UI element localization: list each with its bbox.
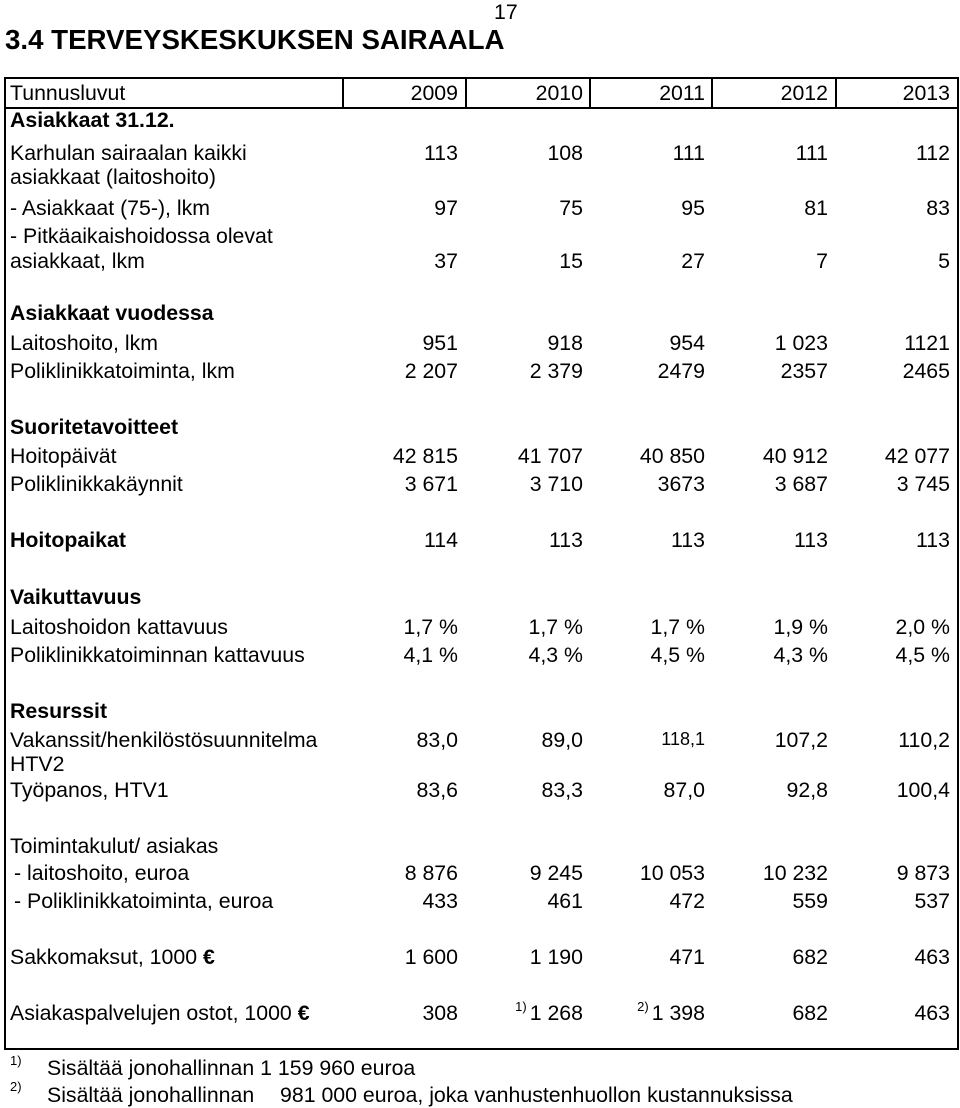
value-2013: 2,0 %	[895, 615, 950, 639]
euro-unit: €	[202, 945, 215, 969]
value-2012: 1 023	[774, 331, 828, 355]
footnote-ref: 1)	[515, 999, 527, 1014]
table-row	[0, 859, 960, 887]
value-2011: 2479	[657, 359, 705, 383]
row-label	[10, 141, 247, 189]
value-2012: 107,2	[774, 728, 828, 752]
table-row	[0, 999, 960, 1027]
row-label: Poliklinikkakäynnit	[10, 472, 183, 496]
value-2010: 4,3 %	[528, 643, 583, 667]
value-2012: 1,9 %	[773, 615, 828, 639]
row-label	[10, 728, 317, 776]
value-2010: 3 710	[529, 472, 583, 496]
value-2009: 83,0	[416, 728, 458, 752]
table-row	[0, 357, 960, 385]
value-2012: 10 232	[762, 861, 828, 885]
value-2013: 110,2	[898, 728, 950, 752]
value-2010: 1 190	[529, 945, 583, 969]
value-2013: 9 873	[896, 861, 950, 885]
value-2011: 111	[672, 141, 705, 165]
row-label: Laitoshoito, lkm	[10, 331, 158, 355]
subsection-heading: Toimintakulut/ asiakas	[10, 834, 219, 858]
value-2010	[463, 999, 583, 1030]
value-2009: 83,6	[416, 778, 458, 802]
row-label-text: Sakkomaksut, 1000	[10, 945, 198, 969]
table-row	[0, 776, 960, 804]
section-heading: Suoritetavoitteet	[10, 415, 179, 439]
section-heading: Asiakkaat vuodessa	[10, 301, 214, 325]
value-2011: 113	[671, 528, 705, 552]
value-2012: 92,8	[786, 778, 828, 802]
value-2011: 3673	[657, 472, 705, 496]
value-2012: 2357	[780, 359, 828, 383]
section-row	[0, 106, 960, 134]
value-text: 1 268	[529, 1001, 583, 1025]
value-2011: 40 850	[639, 444, 705, 468]
value-2011: 10 053	[639, 861, 705, 885]
value-2012: 682	[792, 945, 828, 969]
value-2010: 108	[547, 141, 583, 165]
table-row	[0, 470, 960, 498]
value-2011: 95	[681, 196, 705, 220]
value-2010: 918	[547, 331, 583, 355]
value-2012: 111	[795, 141, 828, 165]
euro-unit: €	[297, 1001, 310, 1025]
value-2013: 463	[914, 945, 950, 969]
table-row	[0, 943, 960, 971]
header-year: 2009	[410, 81, 458, 105]
value-2010: 113	[549, 528, 583, 552]
value-2009: 1,7 %	[403, 615, 458, 639]
table-row	[0, 194, 960, 222]
value-2012: 7	[816, 249, 828, 273]
row-label-line: asiakkaat, lkm	[10, 249, 145, 273]
header-label: Tunnusluvut	[10, 81, 126, 105]
value-2011: 954	[669, 331, 705, 355]
value-2010: 461	[547, 889, 583, 913]
row-label: Työpanos, HTV1	[10, 778, 169, 802]
value-2010: 83,3	[541, 778, 583, 802]
value-2009: 42 815	[392, 444, 458, 468]
table-row	[0, 329, 960, 357]
value-2013: 4,5 %	[895, 643, 950, 667]
value-2012: 113	[794, 528, 828, 552]
row-label: Poliklinikkatoiminta, lkm	[10, 359, 235, 383]
row-label-line: asiakkaat (laitoshoito)	[10, 165, 216, 189]
value-2012: 3 687	[774, 472, 828, 496]
table-row	[0, 139, 960, 189]
header-year: 2010	[535, 81, 583, 105]
value-2009: 114	[424, 528, 458, 552]
row-label-line: Vakanssit/henkilöstösuunnitelma	[10, 728, 318, 752]
page-number: 17	[494, 0, 518, 24]
footnote-text: Sisältää jonohallinnan	[47, 1083, 255, 1107]
value-2013: 100,4	[896, 778, 950, 802]
value-2013: 463	[914, 1001, 950, 1025]
value-2013: 1121	[904, 331, 950, 355]
header-year: 2013	[902, 81, 950, 105]
section-heading: Resurssit	[10, 699, 108, 723]
value-2009: 433	[422, 889, 458, 913]
value-2009: 3 671	[404, 472, 458, 496]
row-label: - Asiakkaat (75-), lkm	[10, 196, 211, 220]
value-2013: 42 077	[884, 444, 950, 468]
value-2010: 1,7 %	[528, 615, 583, 639]
value-2009: 37	[434, 249, 458, 273]
row-label: - laitoshoito, euroa	[14, 861, 190, 885]
value-2011	[585, 999, 705, 1030]
row-label-line: HTV2	[10, 752, 65, 776]
value-2011: 472	[669, 889, 705, 913]
value-2010: 89,0	[541, 728, 583, 752]
value-2009: 8 876	[404, 861, 458, 885]
page-title: 3.4 TERVEYSKESKUKSEN SAIRAALA	[5, 24, 505, 55]
value-2013: 537	[914, 889, 950, 913]
value-2011: 87,0	[663, 778, 705, 802]
value-2013: 5	[938, 249, 950, 273]
subsection-row	[0, 832, 960, 860]
table-row	[0, 726, 960, 776]
value-2012: 682	[792, 1001, 828, 1025]
value-2011: 27	[681, 249, 705, 273]
value-2013: 113	[916, 528, 950, 552]
value-2010: 75	[559, 196, 583, 220]
value-2013: 112	[916, 141, 950, 165]
value-2010: 15	[559, 249, 583, 273]
footnote-ref: 2)	[637, 999, 649, 1014]
row-label	[10, 999, 310, 1027]
section-heading: Hoitopaikat	[10, 528, 126, 552]
table-row	[0, 887, 960, 915]
value-text: 1 398	[651, 1001, 705, 1025]
table-row	[0, 442, 960, 470]
table-row	[0, 224, 960, 275]
value-2011: 4,5 %	[650, 643, 705, 667]
value-2013: 3 745	[896, 472, 950, 496]
value-2011: 118,1	[661, 729, 705, 749]
value-2012: 4,3 %	[773, 643, 828, 667]
row-label: Hoitopäivät	[10, 444, 117, 468]
value-2009: 113	[424, 141, 458, 165]
table-row	[0, 613, 960, 641]
value-2009: 308	[422, 1001, 458, 1025]
table-row	[0, 526, 960, 554]
value-2012: 40 912	[762, 444, 828, 468]
row-label-line: - Pitkäaikaishoidossa olevat	[10, 224, 273, 248]
row-label-line: Karhulan sairaalan kaikki	[10, 141, 247, 165]
section-heading: Vaikuttavuus	[10, 585, 142, 609]
row-label-text: Asiakaspalvelujen ostot, 1000	[10, 1001, 292, 1025]
value-2012: 559	[792, 889, 828, 913]
table-row	[0, 641, 960, 669]
value-2009: 4,1 %	[403, 643, 458, 667]
value-2009: 97	[434, 196, 458, 220]
header-year: 2012	[780, 81, 828, 105]
table-header-row	[0, 79, 960, 107]
footnote-text: Sisältää jonohallinnan 1 159 960 euroa	[47, 1056, 416, 1080]
section-row	[0, 583, 960, 611]
footnote-marker: 1)	[10, 1053, 22, 1068]
row-label: Laitoshoidon kattavuus	[10, 615, 228, 639]
value-2010: 9 245	[529, 861, 583, 885]
section-heading: Asiakkaat 31.12.	[10, 108, 175, 132]
value-2010: 2 379	[529, 359, 583, 383]
row-label	[10, 224, 273, 274]
header-year: 2011	[659, 81, 705, 105]
value-2009: 951	[422, 331, 458, 355]
value-2009: 1 600	[404, 945, 458, 969]
section-row	[0, 299, 960, 327]
footnote-text-continued: 981 000 euroa, joka vanhustenhuollon kustannuksissa	[280, 1083, 793, 1107]
section-row	[0, 413, 960, 441]
value-2013: 2465	[902, 359, 950, 383]
row-label: - Poliklinikkatoiminta, euroa	[14, 889, 274, 913]
footnote-marker: 2)	[10, 1079, 22, 1094]
value-2011: 471	[669, 945, 705, 969]
value-2010: 41 707	[517, 444, 583, 468]
row-label: Poliklinikkatoiminnan kattavuus	[10, 643, 305, 667]
row-label	[10, 943, 215, 971]
value-2013: 83	[926, 196, 950, 220]
value-2011: 1,7 %	[650, 615, 705, 639]
value-2012: 81	[804, 196, 828, 220]
value-2009: 2 207	[404, 359, 458, 383]
section-row	[0, 697, 960, 725]
